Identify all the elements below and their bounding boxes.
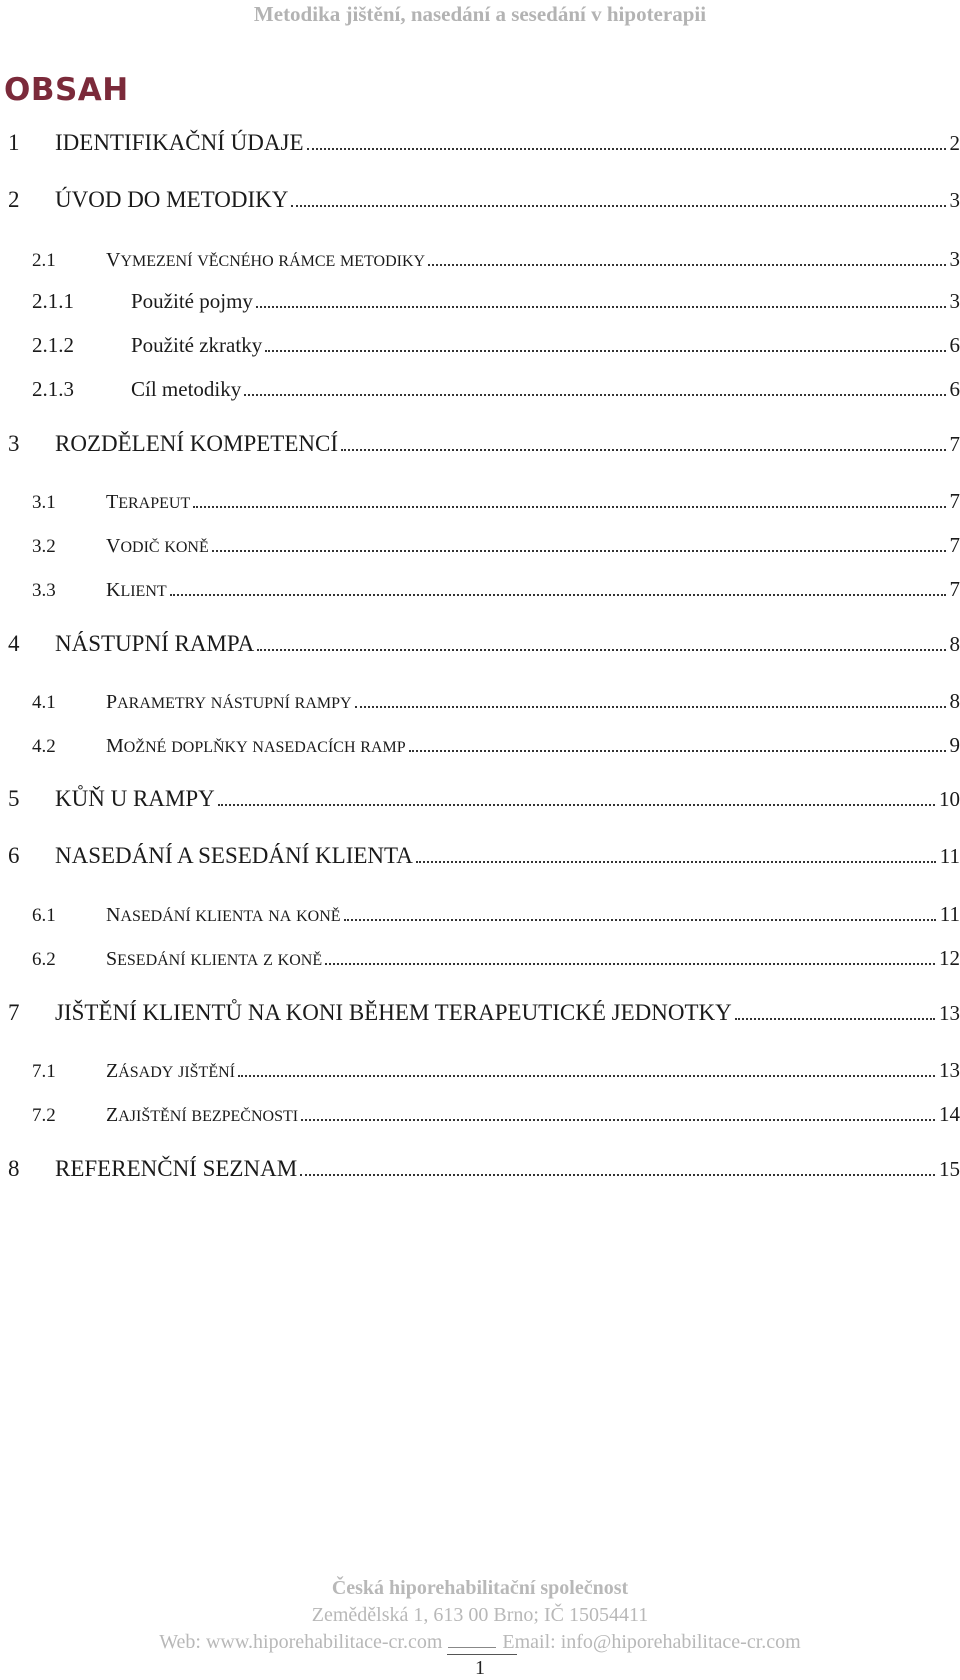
toc-entry-number: 2 (8, 187, 20, 212)
toc-entry[interactable] (8, 431, 960, 457)
toc-entry[interactable] (32, 689, 960, 714)
toc-entry[interactable] (8, 130, 960, 156)
toc-entry-page: 7 (949, 489, 960, 513)
toc-entry-page: 10 (939, 787, 960, 811)
dot-leader (355, 706, 946, 708)
footer-email-link[interactable]: Email: info@hiporehabilitace-cr.com (502, 1631, 801, 1653)
page-number-block (0, 1657, 960, 1680)
toc-entry-title: SESEDÁNÍ KLIENTA Z KONĚ (106, 948, 323, 970)
toc-entry-title: VYMEZENÍ VĚCNÉHO RÁMCE METODIKY (106, 249, 426, 271)
toc-entry-title: KLIENT (106, 579, 167, 601)
toc-entry-number: 6.2 (32, 949, 56, 970)
toc-entry-page: 13 (939, 1058, 960, 1082)
toc-entry-number: 6 (8, 843, 20, 868)
toc-entry-title: IDENTIFIKAČNÍ ÚDAJE (55, 130, 304, 155)
footer-address: Zemědělská 1, 613 00 Brno; IČ 15054411 (311, 1604, 649, 1626)
dot-leader (325, 963, 935, 965)
toc-entry[interactable] (32, 489, 960, 514)
toc-entry-page: 7 (949, 533, 960, 557)
toc-entry-page: 11 (939, 844, 960, 868)
toc-entry-page: 3 (949, 247, 960, 271)
toc-entry[interactable] (8, 786, 960, 812)
toc-entry-number: 7.1 (32, 1061, 56, 1082)
toc-entry-title: MOŽNÉ DOPLŇKY NASEDACÍCH RAMP (106, 735, 406, 757)
toc-entry-page: 8 (949, 632, 960, 656)
toc-entry[interactable] (32, 289, 960, 314)
toc-entry-title: JIŠTĚNÍ KLIENTŮ NA KONI BĚHEM TERAPEUTICKÉ JEDNOTKY (55, 1000, 732, 1025)
dot-leader (301, 1119, 935, 1121)
toc-entry[interactable] (8, 187, 960, 213)
toc-entry-number: 3.1 (32, 492, 56, 513)
dot-leader (218, 804, 935, 806)
toc-entry-title: NASEDÁNÍ KLIENTA NA KONĚ (106, 904, 341, 926)
toc-entry-page: 11 (939, 902, 960, 926)
page-number-rule (447, 1654, 517, 1655)
toc-entry[interactable] (8, 631, 960, 657)
toc-entry-number: 4 (8, 631, 20, 656)
toc-entry-number: 2.1.1 (32, 289, 74, 313)
toc-entry-title: NÁSTUPNÍ RAMPA (55, 631, 255, 656)
toc-entry[interactable] (32, 577, 960, 602)
toc-entry-page: 8 (949, 689, 960, 713)
toc-entry-title: ZAJIŠTĚNÍ BEZPEČNOSTI (106, 1104, 299, 1126)
toc-entry-title: ROZDĚLENÍ KOMPETENCÍ (55, 431, 338, 456)
toc-entry-page: 7 (949, 432, 960, 456)
dot-leader (416, 861, 936, 863)
dot-leader (291, 205, 945, 207)
toc-entry[interactable] (32, 333, 960, 358)
dot-leader (170, 594, 946, 596)
toc-entry[interactable] (32, 1058, 960, 1083)
toc-entry-page: 3 (949, 188, 960, 212)
dot-leader (257, 649, 945, 651)
toc-entry-number: 6.1 (32, 905, 56, 926)
toc-entry-page: 14 (939, 1102, 960, 1126)
toc-entry-page: 12 (939, 946, 960, 970)
footer-web-link[interactable]: Web: www.hiporehabilitace-cr.com (159, 1631, 443, 1653)
toc-entry-title: Použité pojmy (131, 289, 253, 313)
dot-leader (212, 550, 946, 552)
dot-leader (409, 750, 946, 752)
dot-leader (428, 264, 945, 266)
page-number: 1 (475, 1657, 485, 1679)
toc-entry-page: 3 (949, 289, 960, 313)
toc-entry-title: KŮŇ U RAMPY (55, 786, 215, 811)
toc-entry-page: 9 (949, 733, 960, 757)
toc-entry-number: 3 (8, 431, 20, 456)
toc-entry-number: 2.1 (32, 250, 56, 271)
toc-entry[interactable] (32, 902, 960, 927)
toc-entry-number: 2.1.3 (32, 377, 74, 401)
toc-entry-number: 5 (8, 786, 20, 811)
toc-entry-title: Použité zkratky (131, 333, 263, 357)
toc-entry-number: 2.1.2 (32, 333, 74, 357)
toc-entry-title: VODIČ KONĚ (106, 535, 209, 557)
dot-leader (256, 306, 946, 308)
toc-entry-number: 3.2 (32, 536, 56, 557)
toc-entry-title: ZÁSADY JIŠTĚNÍ (106, 1060, 235, 1082)
toc-entry[interactable] (8, 1156, 960, 1182)
dot-leader (735, 1018, 935, 1020)
dot-leader (341, 449, 946, 451)
toc-entry-page: 2 (949, 131, 960, 155)
footer-contacts (0, 1631, 960, 1654)
toc-entry-title: NASEDÁNÍ A SESEDÁNÍ KLIENTA (55, 843, 413, 868)
dot-leader (300, 1174, 935, 1176)
toc-heading: OBSAH (4, 72, 129, 108)
toc-entry-number: 4.1 (32, 692, 56, 713)
toc-entry[interactable] (8, 843, 960, 869)
toc-entry[interactable] (32, 247, 960, 272)
toc-entry-title: Cíl metodiky (131, 377, 242, 401)
dot-leader (238, 1075, 935, 1077)
toc-entry-number: 3.3 (32, 580, 56, 601)
dot-leader (265, 350, 945, 352)
toc-entry-number: 4.2 (32, 736, 56, 757)
toc-entry[interactable] (8, 1000, 960, 1026)
toc-entry-page: 13 (939, 1001, 960, 1025)
toc-entry[interactable] (32, 533, 960, 558)
toc-entry-number: 7.2 (32, 1105, 56, 1126)
toc-entry-title: ÚVOD DO METODIKY (55, 187, 289, 212)
toc-entry-number: 1 (8, 130, 20, 155)
toc-entry[interactable] (32, 946, 960, 971)
toc-entry[interactable] (32, 377, 960, 402)
toc-entry-number: 8 (8, 1156, 20, 1181)
toc-entry[interactable] (32, 1102, 960, 1127)
running-header: Metodika jištění, nasedání a sesedání v hipoterapii (253, 2, 707, 26)
toc-entry-page: 7 (949, 577, 960, 601)
dot-leader (307, 148, 946, 150)
toc-entry-number: 7 (8, 1000, 20, 1025)
toc-entry-page: 6 (949, 377, 960, 401)
footer-separator (448, 1647, 496, 1648)
dot-leader (344, 919, 936, 921)
toc-entry-title: REFERENČNÍ SEZNAM (55, 1156, 298, 1181)
toc-entry-title: TERAPEUT (106, 491, 191, 513)
footer-organization: Česká hiporehabilitační společnost (331, 1577, 629, 1599)
toc-entry-title: PARAMETRY NÁSTUPNÍ RAMPY (106, 691, 352, 713)
toc-entry[interactable] (32, 733, 960, 758)
dot-leader (244, 394, 945, 396)
dot-leader (193, 506, 945, 508)
toc-entry-page: 15 (939, 1157, 960, 1181)
toc-entry-page: 6 (949, 333, 960, 357)
